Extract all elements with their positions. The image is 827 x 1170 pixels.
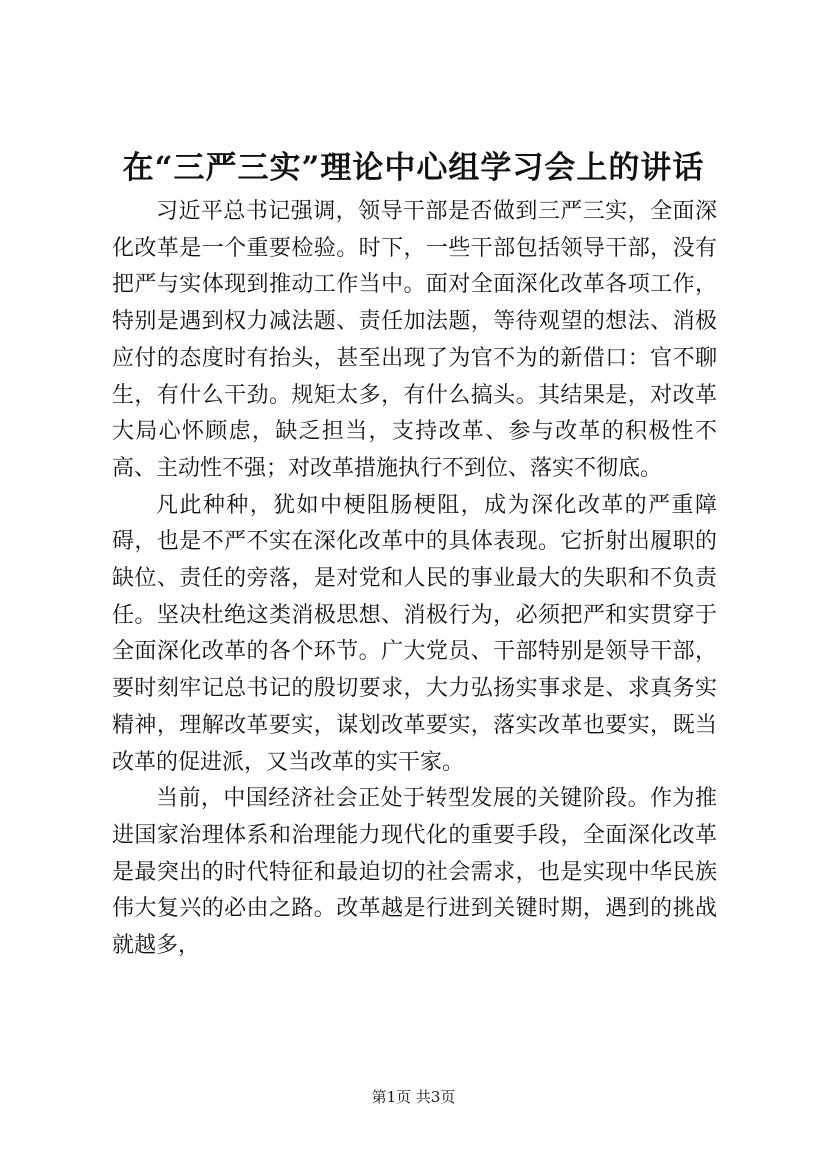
paragraph-3: 当前，中国经济社会正处于转型发展的关键阶段。作为推进国家治理体系和治理能力现代化的重要手段，全面深化改革是最突出的时代特征和最迫切的社会需求，也是实现中华民族伟大复兴的必由之路。改革越是行进到关键时期，遇到的挑战就越多， xyxy=(112,786,717,959)
document-body xyxy=(112,194,717,965)
paragraph-1: 习近平总书记强调，领导干部是否做到三严三实，全面深化改革是一个重要检验。时下，一些干部包括领导干部，没有把严与实体现到推动工作当中。面对全面深化改革各项工作，特别是遇到权力减法题、责任加法题，等待观望的想法、消极应付的态度时有抬头，甚至出现了为官不为的新借口：官不聊生，有什么干劲。规矩太多，有什么搞头。其结果是，对改革大局心怀顾虑，缺乏担当，支持改革、参与改革的积极性不高、主动性不强；对改革措施执行不到位、落实不彻底。 xyxy=(112,199,717,481)
page-footer: 第1页 共3页 xyxy=(371,1088,456,1106)
document-title: 在“三严三实”理论中心组学习会上的讲话 xyxy=(122,150,705,186)
paragraph-2: 凡此种种，犹如中梗阻肠梗阻，成为深化改革的严重障碍，也是不严不实在深化改革中的具体表现。它折射出履职的缺位、责任的旁落，是对党和人民的事业最大的失职和不负责任。坚决杜绝这类消极思想、消极行为，必须把严和实贯穿于全面深化改革的各个环节。广大党员、干部特别是领导干部，要时刻牢记总书记的殷切要求，大力弘扬实事求是、求真务实精神，理解改革要实，谋划改革要实，落实改革也要实，既当改革的促进派，又当改革的实干家。 xyxy=(112,492,717,775)
